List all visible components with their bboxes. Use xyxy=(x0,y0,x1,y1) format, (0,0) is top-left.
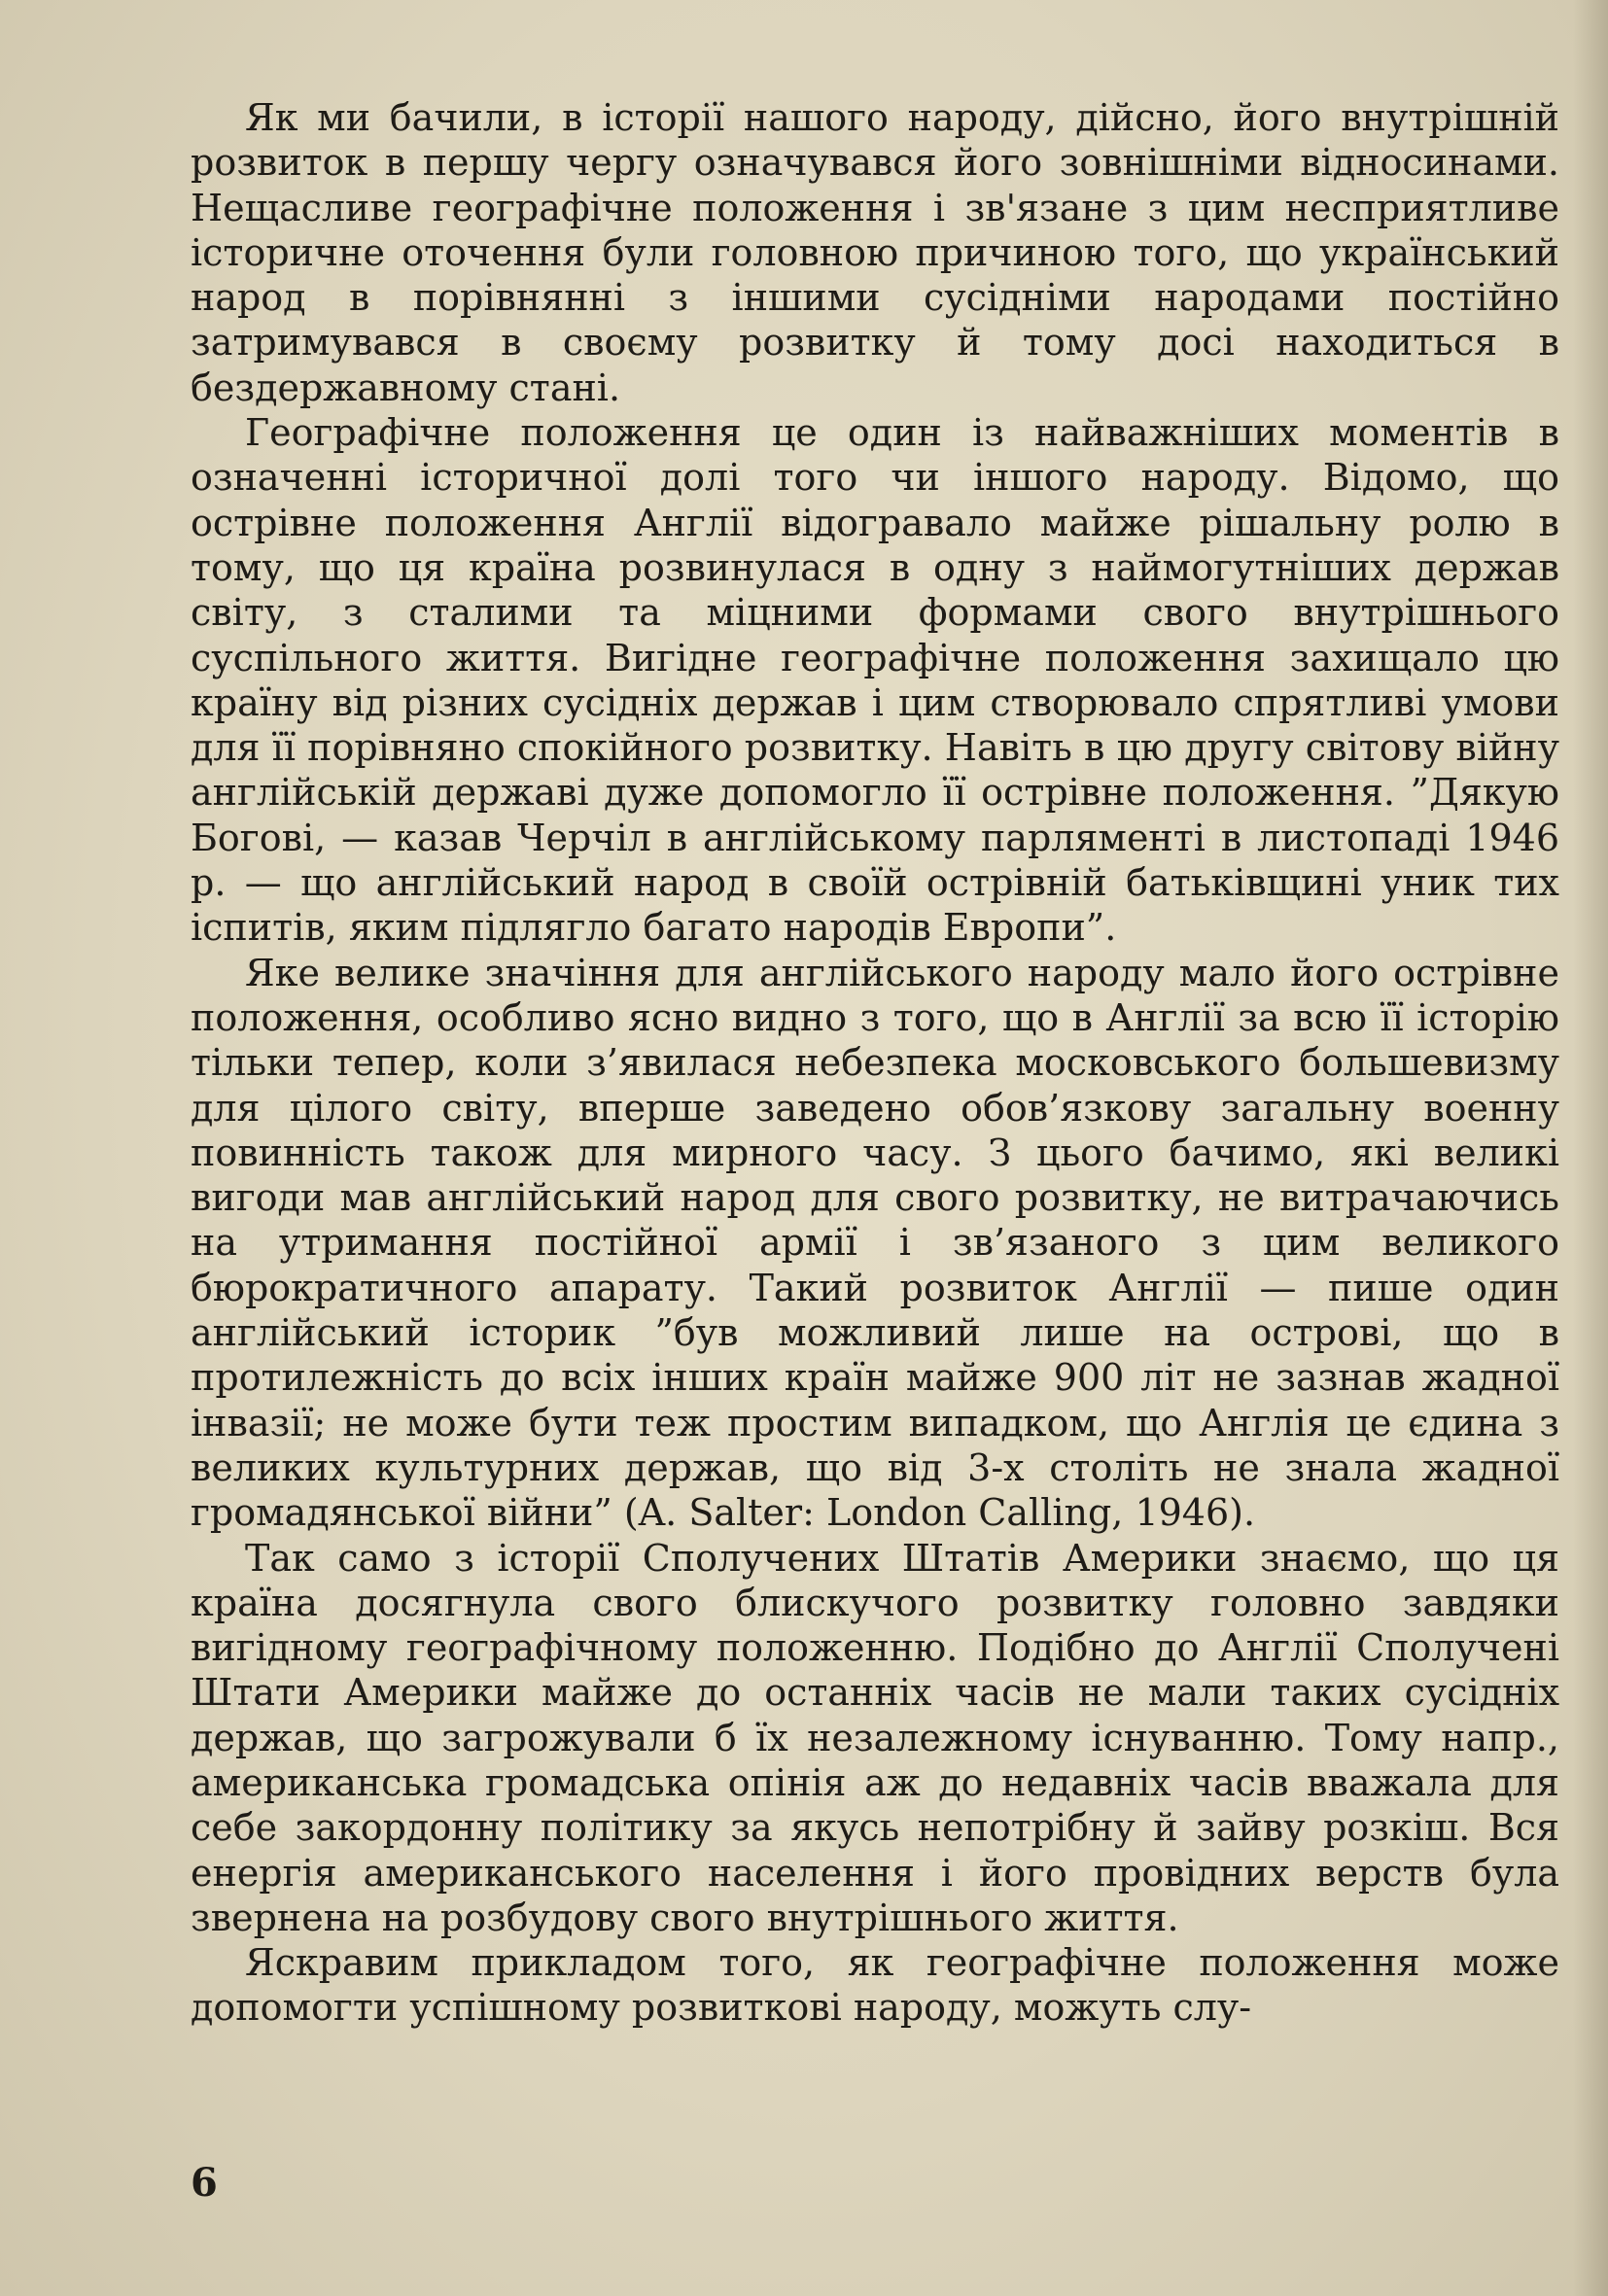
paragraph-1: Як ми бачили, в історії нашого народу, дійсно, його внутрішній розвиток в першу чергу означувався його зовнішніми відносинами. Нещасливе географічне положення і зв'язане з цим несприятливе історичне оточення були головною причиною того, що український народ в порівнянні з іншими сусідніми народами постійно затримувався в своєму розвитку й тому досі находиться в бездержавному стані. xyxy=(191,96,1559,409)
paragraph-3: Яке велике значіння для англійського народу мало його острівне положення, особливо ясно видно з того, що в Англії за всю її історію тільки тепер, коли з’явилася небезпека московського большевизму для цілого світу, вперше заведено обов’язкову загальну военну повинність також для мирного часу. З цього бачимо, які великі вигоди мав англійський народ для свого розвитку, не витрачаючись на утримання постійної армії і зв’язаного з цим великого бюрократичного апарату. Такий розвиток Англії — пише один англійський історик ”був можливий лише на острові, що в протилежність до всіх інших країн майже 900 літ не зазнав жадної інвазії; не може бути теж простим випадком, що Англія це єдина з великих культурних держав, що від 3-х століть не знала жадної громадянської війни” (A. Salter: London Calling, 1946). xyxy=(191,951,1559,1535)
page-edge-shadow xyxy=(1573,0,1608,2296)
page-number: 6 xyxy=(191,2160,218,2206)
body-text xyxy=(191,95,1559,2031)
paragraph-4: Так само з історії Сполучених Штатів Америки знаємо, що ця країна досягнула свого блискучого розвитку головно завдяки вигідному географічному положенню. Подібно до Англії Сполучені Штати Америки майже до останніх часів не мали таких сусідніх держав, що загрожували б їх незалежному існуванню. Тому напр., американська громадська опінія аж до недавніх часів вважала для себе закордонну політику за якусь непотрібну й зайву розкіш. Вся енергія американського населення і його провідних верств була звернена на розбудову свого внутрішнього життя. xyxy=(191,1536,1559,1939)
paragraph-5: Яскравим прикладом того, як географічне положення може допомогти успішному розвиткові народу, можуть слу- xyxy=(191,1941,1559,2030)
paragraph-2: Географічне положення це один із найважніших моментів в означенні історичної долі того чи іншого народу. Відомо, що острівне положення Англії відогравало майже рішальну ролю в тому, що ця країна розвинулася в одну з наймогутніших держав світу, з сталими та міцними формами свого внутрішнього суспільного життя. Вигідне географічне положення захищало цю країну від різних сусідніх держав і цим створювало спрятливі умови для її порівняно спокійного розвитку. Навіть в цю другу світову війну англійській державі дуже допомогло її острівне положення. ”Дякую Богові, — казав Черчіл в англійському парляменті в листопаді 1946 р. — що англійський народ в своїй острівній батьківщині уник тих іспитів, яким підлягло багато народів Европи”. xyxy=(191,411,1559,950)
